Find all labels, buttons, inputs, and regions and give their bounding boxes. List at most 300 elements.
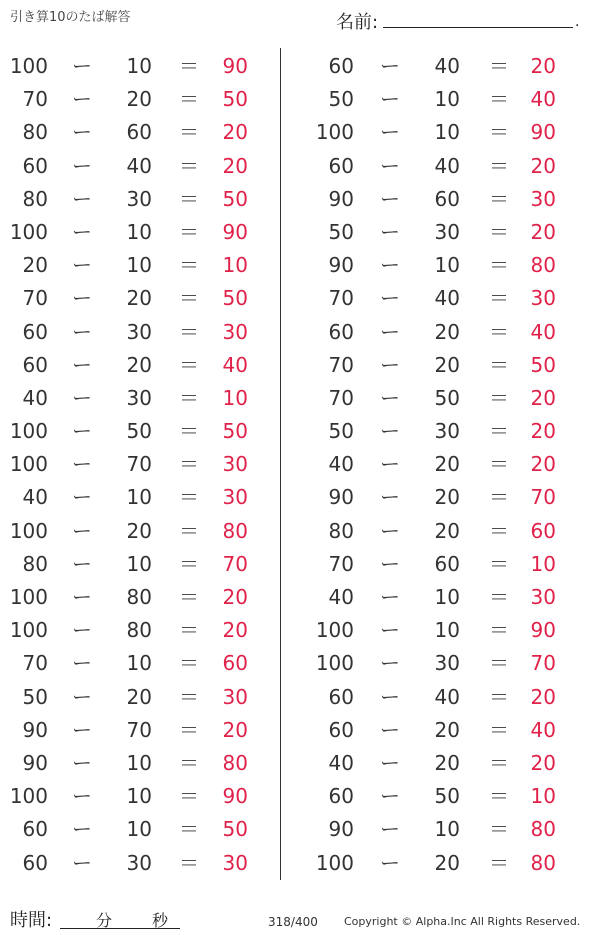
- problem-row: [0, 581, 275, 614]
- answer: 90: [222, 784, 248, 809]
- minuend: 60: [22, 352, 48, 377]
- answer: 60: [222, 651, 248, 676]
- equals-sign: ＝: [179, 253, 199, 278]
- minuend: 50: [328, 219, 354, 244]
- minuend: 70: [22, 87, 48, 112]
- problem-row: [0, 614, 275, 647]
- problem-row: [0, 714, 275, 747]
- minus-sign: ー: [380, 585, 400, 609]
- copyright-notice: Copyright © Alpha.Inc All Rights Reserved.: [344, 915, 581, 928]
- minuend: 70: [328, 352, 354, 377]
- subtrahend: 40: [434, 153, 460, 178]
- minus-sign: ー: [72, 352, 92, 377]
- minus-sign: ー: [380, 54, 400, 78]
- subtrahend: 40: [434, 286, 460, 311]
- equals-sign: ＝: [179, 651, 199, 676]
- subtrahend: 60: [434, 551, 460, 576]
- minuend: 100: [9, 219, 48, 244]
- equals-sign: ＝: [489, 817, 509, 842]
- time-label: 時間:: [10, 910, 53, 931]
- minuend: 60: [328, 54, 354, 78]
- equals-sign: ＝: [489, 153, 509, 178]
- minuend: 60: [22, 319, 48, 344]
- problem-row: [306, 847, 596, 880]
- minus-sign: ー: [72, 485, 92, 510]
- minus-sign: ー: [72, 219, 92, 244]
- problem-row: [0, 83, 275, 116]
- minus-sign: ー: [380, 518, 400, 543]
- minus-sign: ー: [380, 750, 400, 775]
- answer: 70: [530, 651, 556, 676]
- subtrahend: 10: [434, 817, 460, 842]
- subtrahend: 30: [434, 651, 460, 676]
- answer: 90: [530, 120, 556, 145]
- answer: 80: [530, 817, 556, 842]
- minuend: 70: [328, 286, 354, 311]
- problem-row: [0, 681, 275, 714]
- minus-sign: ー: [72, 518, 92, 543]
- equals-sign: ＝: [489, 219, 509, 244]
- minus-sign: ー: [380, 717, 400, 742]
- subtrahend: 50: [434, 784, 460, 809]
- answer: 20: [530, 452, 556, 477]
- minuend: 60: [22, 850, 48, 875]
- answer: 20: [530, 419, 556, 444]
- answer: 20: [222, 585, 248, 609]
- equals-sign: ＝: [489, 385, 509, 410]
- subtrahend: 20: [434, 518, 460, 543]
- problem-row: [306, 183, 596, 216]
- equals-sign: ＝: [489, 54, 509, 78]
- worksheet-title: 引き算10のたば解答: [10, 10, 131, 25]
- problem-row: [0, 481, 275, 514]
- answer: 30: [222, 684, 248, 709]
- problem-row: [306, 83, 596, 116]
- subtrahend: 10: [434, 120, 460, 145]
- answer: 40: [530, 87, 556, 112]
- minus-sign: ー: [380, 120, 400, 145]
- equals-sign: ＝: [179, 452, 199, 477]
- minus-sign: ー: [72, 253, 92, 278]
- equals-sign: ＝: [179, 286, 199, 311]
- answer: 10: [222, 385, 248, 410]
- equals-sign: ＝: [179, 817, 199, 842]
- answer: 30: [530, 585, 556, 609]
- subtrahend: 10: [434, 585, 460, 609]
- subtrahend: 30: [126, 385, 152, 410]
- column-divider: [280, 48, 281, 880]
- answer: 30: [222, 850, 248, 875]
- subtrahend: 10: [126, 784, 152, 809]
- answer: 30: [222, 452, 248, 477]
- answer: 10: [530, 551, 556, 576]
- equals-sign: ＝: [179, 54, 199, 78]
- problem-row: [0, 448, 275, 481]
- equals-sign: ＝: [489, 319, 509, 344]
- subtrahend: 20: [434, 850, 460, 875]
- problem-row: [0, 382, 275, 415]
- subtrahend: 60: [434, 186, 460, 211]
- minus-sign: ー: [72, 817, 92, 842]
- subtrahend: 20: [126, 352, 152, 377]
- problem-row: [0, 747, 275, 780]
- equals-sign: ＝: [489, 651, 509, 676]
- minuend: 60: [328, 153, 354, 178]
- minus-sign: ー: [380, 817, 400, 842]
- problem-row: [306, 714, 596, 747]
- problem-row: [0, 548, 275, 581]
- minuend: 100: [9, 54, 48, 78]
- minuend: 80: [22, 186, 48, 211]
- answer: 80: [530, 253, 556, 278]
- equals-sign: ＝: [179, 153, 199, 178]
- subtrahend: 20: [434, 717, 460, 742]
- equals-sign: ＝: [489, 253, 509, 278]
- name-field-line[interactable]: [383, 27, 573, 28]
- problem-row: [0, 847, 275, 880]
- minus-sign: ー: [72, 87, 92, 112]
- equals-sign: ＝: [179, 784, 199, 809]
- subtrahend: 60: [126, 120, 152, 145]
- subtrahend: 70: [126, 717, 152, 742]
- answer: 20: [530, 153, 556, 178]
- equals-sign: ＝: [489, 618, 509, 643]
- equals-sign: ＝: [179, 684, 199, 709]
- subtrahend: 10: [126, 817, 152, 842]
- equals-sign: ＝: [179, 419, 199, 444]
- minuend: 100: [315, 120, 354, 145]
- minuend: 60: [328, 319, 354, 344]
- name-label: 名前:: [336, 12, 379, 33]
- equals-sign: ＝: [179, 551, 199, 576]
- equals-sign: ＝: [179, 717, 199, 742]
- equals-sign: ＝: [489, 750, 509, 775]
- minuend: 70: [328, 385, 354, 410]
- problem-row: [306, 316, 596, 349]
- equals-sign: ＝: [489, 452, 509, 477]
- minus-sign: ー: [380, 784, 400, 809]
- problem-row: [306, 747, 596, 780]
- problem-row: [0, 813, 275, 846]
- minus-sign: ー: [380, 850, 400, 875]
- equals-sign: ＝: [179, 850, 199, 875]
- minuend: 90: [328, 817, 354, 842]
- answer: 30: [530, 186, 556, 211]
- answer: 50: [222, 87, 248, 112]
- equals-sign: ＝: [179, 750, 199, 775]
- answer: 40: [530, 717, 556, 742]
- subtrahend: 10: [126, 253, 152, 278]
- problem-row: [306, 415, 596, 448]
- equals-sign: ＝: [489, 717, 509, 742]
- equals-sign: ＝: [179, 87, 199, 112]
- answer: 50: [222, 186, 248, 211]
- answer: 40: [222, 352, 248, 377]
- subtrahend: 10: [434, 87, 460, 112]
- answer: 60: [530, 518, 556, 543]
- equals-sign: ＝: [179, 219, 199, 244]
- answer: 30: [530, 286, 556, 311]
- minus-sign: ー: [72, 717, 92, 742]
- problem-row: [306, 614, 596, 647]
- subtrahend: 80: [126, 618, 152, 643]
- subtrahend: 10: [126, 54, 152, 78]
- equals-sign: ＝: [179, 585, 199, 609]
- equals-sign: ＝: [179, 618, 199, 643]
- minuend: 70: [22, 651, 48, 676]
- equals-sign: ＝: [489, 784, 509, 809]
- equals-sign: ＝: [179, 319, 199, 344]
- subtrahend: 50: [434, 385, 460, 410]
- minuend: 90: [328, 253, 354, 278]
- equals-sign: ＝: [489, 585, 509, 609]
- equals-sign: ＝: [179, 352, 199, 377]
- problem-row: [0, 183, 275, 216]
- subtrahend: 30: [126, 186, 152, 211]
- problem-row: [306, 448, 596, 481]
- problem-row: [306, 813, 596, 846]
- answer: 20: [222, 717, 248, 742]
- minus-sign: ー: [380, 87, 400, 112]
- subtrahend: 10: [126, 750, 152, 775]
- subtrahend: 20: [126, 286, 152, 311]
- minuend: 90: [22, 750, 48, 775]
- minus-sign: ー: [72, 651, 92, 676]
- minus-sign: ー: [72, 452, 92, 477]
- minuend: 50: [22, 684, 48, 709]
- equals-sign: ＝: [179, 186, 199, 211]
- equals-sign: ＝: [489, 186, 509, 211]
- answer: 50: [222, 419, 248, 444]
- subtrahend: 50: [126, 419, 152, 444]
- answer: 90: [530, 618, 556, 643]
- minuend: 60: [22, 817, 48, 842]
- subtrahend: 10: [434, 618, 460, 643]
- minus-sign: ー: [380, 153, 400, 178]
- subtrahend: 10: [126, 551, 152, 576]
- problem-row: [306, 481, 596, 514]
- minus-sign: ー: [72, 120, 92, 145]
- answer: 30: [222, 319, 248, 344]
- minus-sign: ー: [72, 385, 92, 410]
- answer: 10: [530, 784, 556, 809]
- subtrahend: 10: [126, 485, 152, 510]
- problem-row: [306, 216, 596, 249]
- answer: 20: [222, 153, 248, 178]
- minuend: 70: [22, 286, 48, 311]
- minus-sign: ー: [72, 419, 92, 444]
- answer: 20: [530, 385, 556, 410]
- equals-sign: ＝: [489, 850, 509, 875]
- subtrahend: 30: [434, 219, 460, 244]
- subtrahend: 20: [434, 319, 460, 344]
- problem-row: [0, 780, 275, 813]
- minus-sign: ー: [72, 784, 92, 809]
- subtrahend: 10: [434, 253, 460, 278]
- equals-sign: ＝: [489, 286, 509, 311]
- problem-row: [0, 515, 275, 548]
- minus-sign: ー: [72, 286, 92, 311]
- minuend: 60: [22, 153, 48, 178]
- minus-sign: ー: [380, 485, 400, 510]
- minus-sign: ー: [380, 452, 400, 477]
- answer: 20: [530, 219, 556, 244]
- minuend: 100: [9, 784, 48, 809]
- subtrahend: 80: [126, 585, 152, 609]
- answer: 40: [530, 319, 556, 344]
- seconds-label: 秒: [152, 911, 169, 930]
- problem-row: [0, 647, 275, 680]
- problem-row: [306, 349, 596, 382]
- problem-row: [0, 316, 275, 349]
- subtrahend: 30: [126, 850, 152, 875]
- problem-row: [306, 116, 596, 149]
- equals-sign: ＝: [179, 485, 199, 510]
- minuend: 100: [9, 452, 48, 477]
- problem-row: [306, 382, 596, 415]
- equals-sign: ＝: [489, 87, 509, 112]
- subtrahend: 40: [434, 684, 460, 709]
- answer: 20: [530, 54, 556, 78]
- problem-row: [0, 50, 275, 83]
- equals-sign: ＝: [489, 518, 509, 543]
- page-number: 318/400: [268, 915, 318, 929]
- answer: 80: [530, 850, 556, 875]
- answer: 30: [222, 485, 248, 510]
- problem-row: [0, 282, 275, 315]
- subtrahend: 20: [126, 518, 152, 543]
- minuend: 40: [328, 452, 354, 477]
- minus-sign: ー: [72, 585, 92, 609]
- subtrahend: 40: [126, 153, 152, 178]
- minus-sign: ー: [72, 319, 92, 344]
- subtrahend: 20: [434, 452, 460, 477]
- minus-sign: ー: [380, 186, 400, 211]
- problem-row: [306, 249, 596, 282]
- minuend: 90: [22, 717, 48, 742]
- minus-sign: ー: [380, 286, 400, 311]
- equals-sign: ＝: [489, 120, 509, 145]
- subtrahend: 20: [126, 684, 152, 709]
- name-end-mark: .: [575, 14, 580, 30]
- problem-row: [306, 50, 596, 83]
- minuend: 50: [328, 87, 354, 112]
- minuend: 100: [315, 651, 354, 676]
- minus-sign: ー: [72, 551, 92, 576]
- minus-sign: ー: [72, 54, 92, 78]
- minus-sign: ー: [380, 253, 400, 278]
- equals-sign: ＝: [489, 485, 509, 510]
- minus-sign: ー: [72, 750, 92, 775]
- equals-sign: ＝: [179, 385, 199, 410]
- subtrahend: 10: [126, 651, 152, 676]
- problem-row: [306, 647, 596, 680]
- subtrahend: 30: [434, 419, 460, 444]
- equals-sign: ＝: [489, 352, 509, 377]
- minus-sign: ー: [380, 319, 400, 344]
- minuend: 60: [328, 784, 354, 809]
- answer: 20: [222, 618, 248, 643]
- answer: 50: [222, 286, 248, 311]
- minuend: 90: [328, 485, 354, 510]
- minus-sign: ー: [380, 684, 400, 709]
- problem-row: [0, 216, 275, 249]
- problem-row: [0, 415, 275, 448]
- minus-sign: ー: [380, 419, 400, 444]
- answer: 90: [222, 54, 248, 78]
- minuend: 40: [328, 585, 354, 609]
- minuend: 60: [328, 684, 354, 709]
- answer: 50: [222, 817, 248, 842]
- equals-sign: ＝: [179, 518, 199, 543]
- minuend: 100: [9, 518, 48, 543]
- answer: 70: [530, 485, 556, 510]
- equals-sign: ＝: [489, 684, 509, 709]
- right-problem-column: [306, 50, 596, 880]
- minus-sign: ー: [380, 385, 400, 410]
- answer: 20: [222, 120, 248, 145]
- subtrahend: 40: [434, 54, 460, 78]
- problem-row: [0, 349, 275, 382]
- answer: 70: [222, 551, 248, 576]
- minuend: 90: [328, 186, 354, 211]
- minuend: 100: [9, 585, 48, 609]
- minus-sign: ー: [72, 153, 92, 178]
- minuend: 100: [9, 419, 48, 444]
- subtrahend: 20: [434, 750, 460, 775]
- minuend: 40: [22, 385, 48, 410]
- minus-sign: ー: [380, 352, 400, 377]
- subtrahend: 70: [126, 452, 152, 477]
- problem-row: [306, 150, 596, 183]
- minuend: 70: [328, 551, 354, 576]
- minuend: 40: [22, 485, 48, 510]
- minus-sign: ー: [380, 618, 400, 643]
- problem-row: [306, 681, 596, 714]
- minuend: 40: [328, 750, 354, 775]
- problem-row: [306, 780, 596, 813]
- left-problem-column: [0, 50, 275, 880]
- answer: 20: [530, 750, 556, 775]
- subtrahend: 30: [126, 319, 152, 344]
- problem-row: [306, 515, 596, 548]
- problem-row: [306, 548, 596, 581]
- answer: 50: [530, 352, 556, 377]
- subtrahend: 20: [434, 352, 460, 377]
- minus-sign: ー: [72, 618, 92, 643]
- minuend: 80: [22, 120, 48, 145]
- equals-sign: ＝: [489, 419, 509, 444]
- problem-row: [306, 282, 596, 315]
- answer: 80: [222, 518, 248, 543]
- answer: 20: [530, 684, 556, 709]
- minuend: 100: [315, 850, 354, 875]
- minus-sign: ー: [380, 551, 400, 576]
- minus-sign: ー: [72, 850, 92, 875]
- subtrahend: 20: [434, 485, 460, 510]
- problem-row: [0, 150, 275, 183]
- minus-sign: ー: [72, 186, 92, 211]
- answer: 10: [222, 253, 248, 278]
- answer: 90: [222, 219, 248, 244]
- minuend: 100: [9, 618, 48, 643]
- equals-sign: ＝: [179, 120, 199, 145]
- minuend: 20: [22, 253, 48, 278]
- answer: 80: [222, 750, 248, 775]
- minus-sign: ー: [380, 651, 400, 676]
- minus-sign: ー: [72, 684, 92, 709]
- problem-row: [0, 116, 275, 149]
